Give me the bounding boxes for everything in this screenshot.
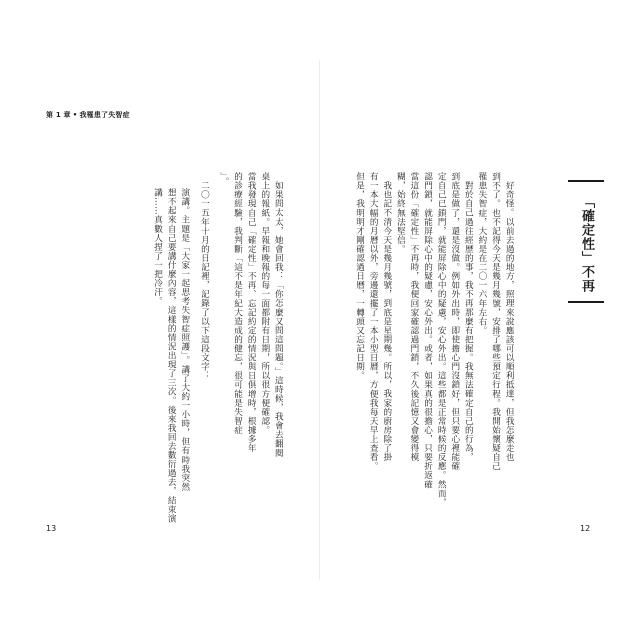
quoted-diary-line: 想不起來自己要講什麼內容，這樣的情況出現了三次。後來我回去數衍過去，結束演 [166,188,177,524]
paragraph: 有一本大幅的月曆以外，旁邊還擺了一本小型日曆，方便我每天早上查看。 [368,172,379,471]
paragraph: 當這份「確定性」不再時，我便回家確認過門鎖，不久後記憶又會變得模 [408,172,419,462]
header-separator: • [72,111,78,119]
paragraph: 對於自己過往經歷的事，我不再那麼有把握。我無法確定自己的行為， [463,180,474,462]
paragraph: 罹患失智症，大約是在二〇一六年左右。 [476,172,487,335]
quoted-diary-line: 講……真數人捏了一把冷汗。 [152,188,163,306]
right-page-body [352,172,515,507]
paragraph: 糊，始終無法堅信。 [395,172,406,254]
paragraph: 到不了。也不記得今天是幾月幾號，安排了哪些預定行程。我開始懷疑自己 [490,172,501,471]
paragraph: 到底是做了，還是沒做。例如外出時，即使擔心門沒鎖好，但只要心裡能確 [449,172,460,471]
paragraph: 當我發現自己「確定性」不再、忘記約定的情況與日俱增時，根據多年 [246,172,257,453]
paragraph: 桌上的報紙。早報和晚報的每一面都附有日期，所以很方便確認。 [259,172,270,435]
chapter-title: 我罹患了失智症 [79,111,130,119]
paragraph: 如果問太太，她會回我：「你怎麼又問這問題。」這時候，我會去翻閱 [273,180,284,457]
page-number-right: 12 [580,524,591,533]
paragraph: 二〇一五年十月的日記裡，記錄了以下這段文字： [199,180,210,380]
paragraph: 好奇怪。以前去過的地方，照理來說應該可以順利抵達，但我怎麼走也 [504,180,515,462]
section-title: 「確定性」不再 [568,180,604,303]
quoted-diary-line: 演講。主題是「大家一起思考失智症照護」。講了大約一小時，但有時我突然 [179,188,190,492]
paragraph: 但是，我明明才剛確認過日曆，一轉頭又忘記日期。 [354,172,365,381]
paragraph-spacer [210,172,216,438]
page-number-left: 13 [46,524,57,533]
page-gutter [319,60,320,580]
paragraph: 認門鎖，就能屏除心中的疑慮，安心外出。或者，如果真的很擔心，只要折返確 [422,172,433,489]
paragraph: 定自己已鎖門，就能屏除心中的疑慮，安心外出。這些都是正常時候的反應。然而， [436,172,447,507]
paragraph: 我也記不清今天是幾月幾號，到底是星期幾。所以，我家的廚房除了掛 [381,180,392,462]
running-header [46,110,130,120]
paragraph-spacer [191,172,197,438]
paragraph: 」。 [218,172,229,186]
left-page-body [150,172,284,524]
chapter-label: 第 1 章 [46,111,71,119]
paragraph: 的診療經驗，我判斷「這不是年紀大造成的健忘，很可能是失智症 [232,172,243,435]
